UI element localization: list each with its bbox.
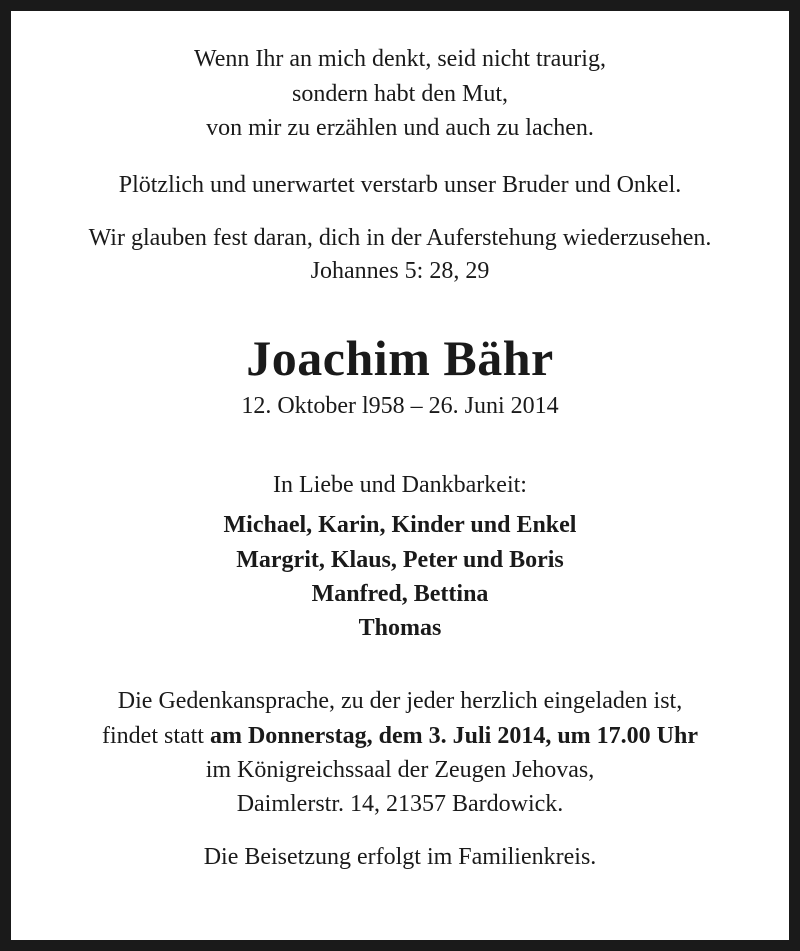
memorial-date: am Donnerstag, dem 3. Juli 2014, um 17.00 Uhr [209, 723, 698, 749]
memorial-address: Daimlerstr. 14, 21357 Bardowick. [236, 791, 564, 817]
mourner-line: Manfred, Bettina [311, 581, 489, 607]
memorial-line-1: Die Gedenkansprache, zu der jeder herzlich eingeladen ist, [117, 688, 683, 714]
deceased-name: Joachim Bähr [246, 330, 554, 386]
memorial-line-2 [11, 722, 789, 750]
mourner-line: Michael, Karin, Kinder und Enkel [223, 512, 577, 538]
life-dates: 12. Oktober l958 – 26. Juni 2014 [241, 393, 559, 419]
memorial-date-prefix: findet statt [102, 723, 210, 749]
mourners-intro: In Liebe und Dankbarkeit: [273, 472, 527, 498]
poem-line-3: von mir zu erzählen und auch zu lachen. [206, 115, 594, 141]
mourner-line: Margrit, Klaus, Peter und Boris [236, 547, 564, 573]
memorial-venue: im Königreichssaal der Zeugen Jehovas, [205, 757, 595, 783]
death-announcement: Plötzlich und unerwartet verstarb unser Bruder und Onkel. [118, 172, 682, 198]
poem-line-1: Wenn Ihr an mich denkt, seid nicht traurig, [194, 46, 606, 72]
poem-line-2: sondern habt den Mut, [292, 81, 508, 107]
burial-note: Die Beisetzung erfolgt im Familienkreis. [203, 844, 597, 870]
mourner-line: Thomas [358, 615, 442, 641]
bible-verse: Wir glauben fest daran, dich in der Auferstehung wiederzusehen. [88, 225, 712, 251]
bible-reference: Johannes 5: 28, 29 [310, 258, 490, 284]
